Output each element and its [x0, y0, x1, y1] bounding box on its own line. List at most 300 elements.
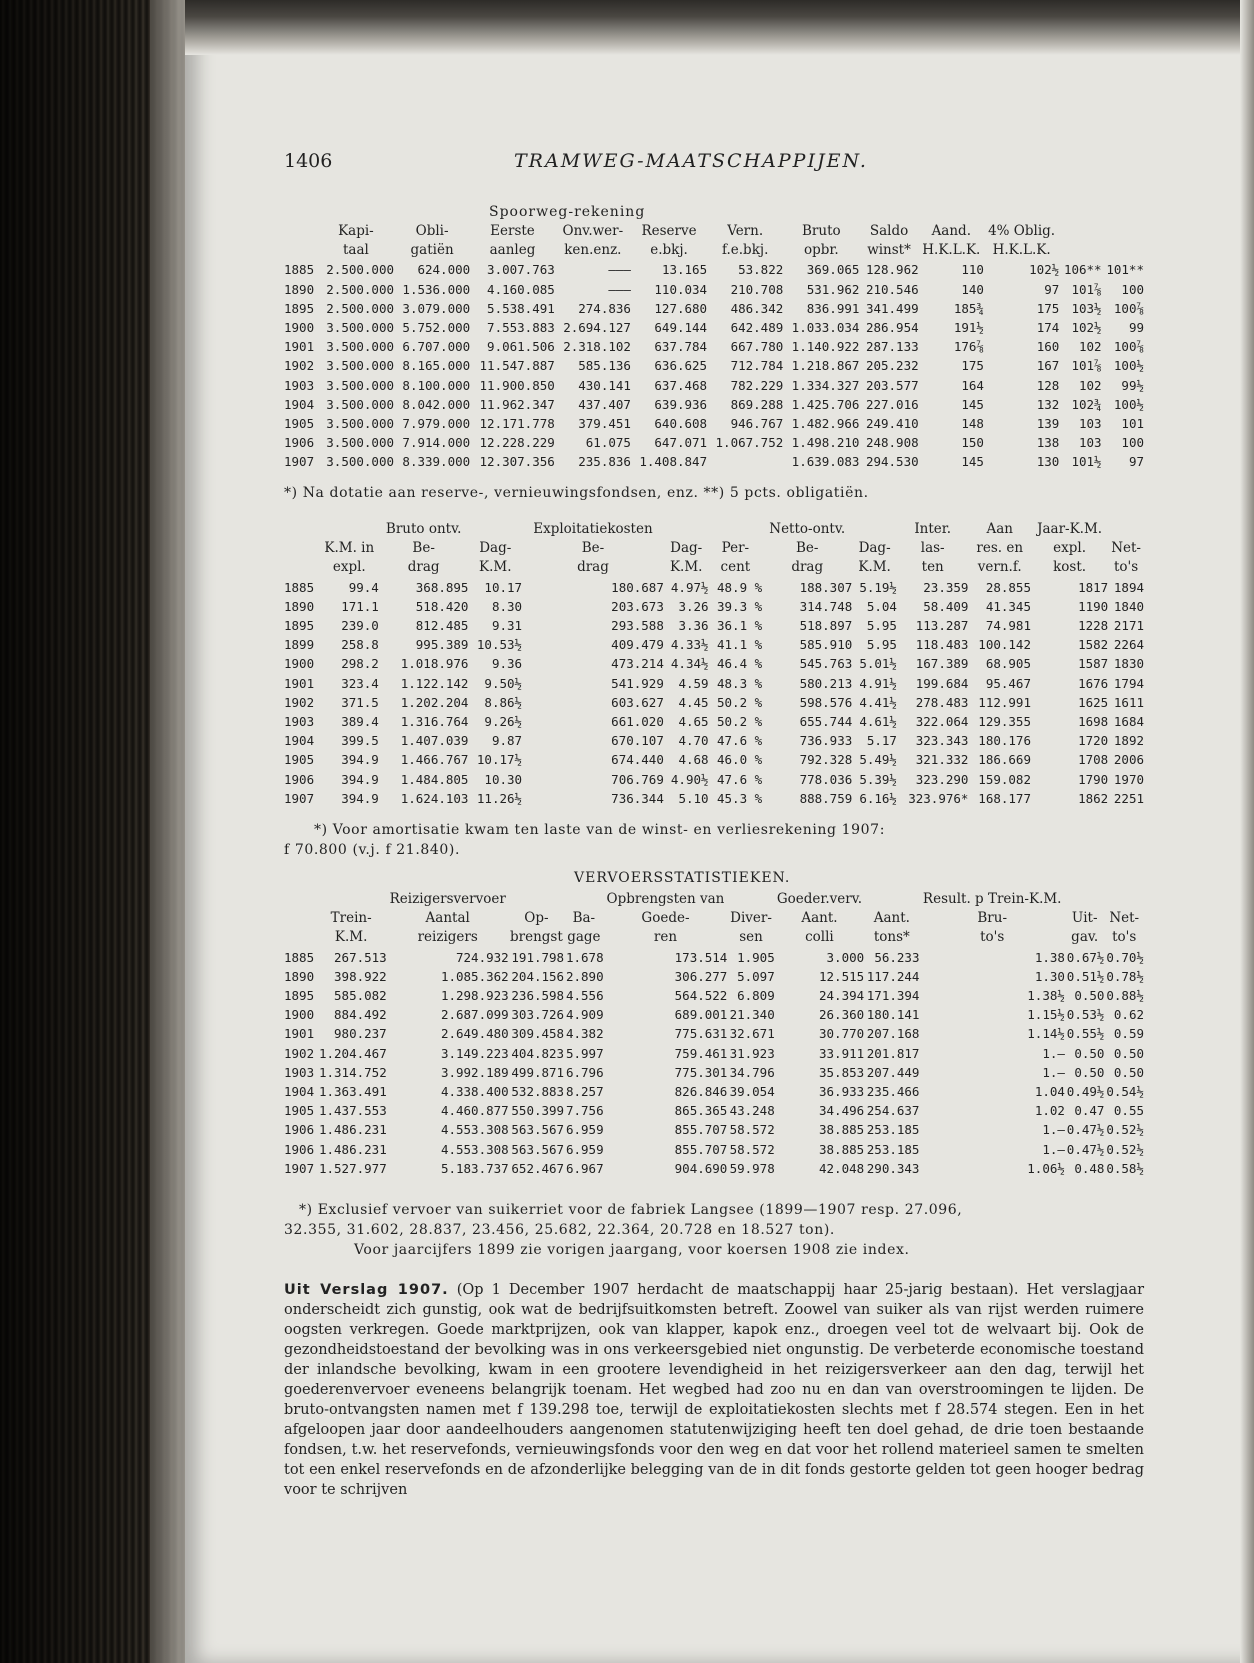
vervoer-value-cell: 0.59	[1113, 1026, 1144, 1042]
exploitatie-value-cell: 1587	[1078, 656, 1109, 672]
spoorweg-value-cell: 235.836	[578, 454, 631, 470]
exploitatie-value-cell: 9.26½	[484, 714, 523, 730]
spoorweg-value-cell: 12.228.229	[479, 435, 555, 451]
vervoer-header-cell: colli	[805, 929, 834, 946]
vervoer-value-cell: 201.817	[866, 1045, 920, 1061]
exploitatie-header-cell: kost.	[1053, 559, 1087, 576]
exploitatie-value-cell: 603.627	[611, 694, 664, 710]
exploitatie-value-cell: 371.5	[341, 694, 379, 710]
spoorweg-value-cell: 637.784	[654, 339, 708, 355]
vervoer-value-cell: 652.467	[511, 1160, 565, 1176]
spoorweg-value-cell: 103	[1079, 435, 1102, 451]
exploitatie-value-cell: 41.1 %	[717, 637, 763, 653]
vervoer-value-cell: 1.02	[1034, 1103, 1065, 1119]
exploitatie-table	[284, 520, 1144, 808]
exploitatie-value-cell: 655.744	[799, 714, 853, 730]
exploitatie-value-cell: 518.420	[415, 598, 469, 614]
vervoer-value-cell: 4.460.877	[440, 1103, 509, 1119]
vervoer-value-cell: 563.567	[511, 1122, 565, 1138]
exploitatie-header-cell: K.M.	[479, 559, 512, 576]
exploitatie-value-cell: 1228	[1078, 618, 1109, 634]
vervoer-value-cell: 8.257	[565, 1084, 604, 1100]
vervoer-value-cell: 43.248	[729, 1103, 775, 1119]
exploitatie-value-cell: 1892	[1113, 733, 1144, 749]
spoorweg-value-cell: 99	[1128, 320, 1144, 336]
exploitatie-row	[284, 616, 1144, 635]
vervoer-value-cell: 39.054	[729, 1084, 775, 1100]
exploitatie-value-cell: 8.86½	[484, 694, 523, 710]
vervoer-value-cell: 0.78½	[1106, 968, 1144, 984]
exploitatie-header-cell	[852, 520, 897, 539]
vervoer-value-cell: 585.082	[334, 988, 387, 1004]
spoorweg-value-cell: 5.752.000	[402, 320, 471, 336]
spoorweg-footnote: *) Na dotatie aan reserve-, vernieuwingsfondsen, enz. **) 5 pcts. obligatiën.	[284, 485, 869, 501]
vervoer-year-cell: 1906	[284, 1122, 315, 1138]
exploitatie-value-cell: 180.687	[611, 579, 664, 595]
vervoer-header-cell	[1104, 890, 1144, 909]
spoorweg-year-cell: 1904	[284, 396, 315, 412]
exploitatie-value-cell: 4.61½	[859, 714, 897, 730]
spoorweg-row	[284, 376, 1144, 395]
vervoer-row	[284, 1120, 1144, 1139]
vervoer-value-cell: 1.14½	[1027, 1026, 1065, 1042]
exploitatie-value-cell: 1.484.805	[400, 771, 469, 787]
spoorweg-value-cell: 1.334.327	[791, 377, 860, 393]
vervoer-value-cell: 35.853	[819, 1064, 865, 1080]
vervoer-row	[284, 1044, 1144, 1063]
vervoer-value-cell: 1.486.231	[318, 1141, 387, 1157]
exploitatie-value-cell: 1708	[1078, 752, 1109, 768]
exploitatie-header-cell: las-	[920, 540, 945, 557]
vervoer-header-cell: Aant.	[801, 910, 838, 927]
spoorweg-title: Spoorweg-rekening	[489, 204, 646, 220]
vervoer-value-cell: 171.394	[866, 988, 920, 1004]
vervoer-year-cell: 1885	[284, 949, 315, 965]
vervoer-value-cell: 0.55½	[1066, 1026, 1105, 1042]
vervoer-value-cell: 207.449	[866, 1064, 920, 1080]
exploitatie-value-cell: 171.1	[341, 598, 379, 614]
vervoer-value-cell: 38.885	[819, 1122, 865, 1138]
spoorweg-value-cell: 1.140.922	[791, 339, 860, 355]
exploitatie-value-cell: 46.4 %	[717, 656, 763, 672]
exploitatie-value-cell: 661.020	[611, 714, 664, 730]
exploitatie-footnote-line-1: *) Voor amortisatie kwam ten laste van de winst- en verliesrekening 1907:	[314, 822, 886, 838]
exploitatie-value-cell: 41.345	[985, 598, 1031, 614]
vervoer-value-cell: 6.959	[565, 1122, 604, 1138]
exploitatie-value-cell: 10.30	[484, 771, 523, 787]
vervoer-year-cell: 1895	[284, 988, 315, 1004]
spoorweg-value-cell: 145	[961, 454, 984, 470]
spoorweg-value-cell: 637.468	[654, 377, 708, 393]
vervoer-value-cell: 0.47½	[1066, 1141, 1105, 1157]
spoorweg-header-cell: Obli-	[415, 223, 449, 239]
exploitatie-row	[284, 712, 1144, 731]
spoorweg-header-cell: 4% Oblig.	[988, 223, 1056, 239]
exploitatie-value-cell: 68.905	[985, 656, 1031, 672]
spoorweg-year-cell: 1885	[284, 262, 315, 278]
spoorweg-value-cell: 3.500.000	[326, 358, 394, 374]
vervoer-value-cell: 0.50	[1113, 1064, 1144, 1080]
spoorweg-value-cell: 437.407	[578, 396, 631, 412]
spoorweg-value-cell: 341.499	[865, 300, 919, 316]
spoorweg-header-cell: Saldo	[869, 223, 909, 239]
spoorweg-value-cell: 148	[961, 416, 984, 432]
exploitatie-value-cell: 118.483	[915, 637, 969, 653]
vervoer-value-cell: 59.978	[729, 1160, 775, 1176]
spoorweg-value-cell: 639.936	[654, 396, 708, 412]
vervoer-value-cell: 306.277	[674, 968, 728, 984]
vervoer-header-cell: gav.	[1071, 929, 1099, 946]
exploitatie-value-cell: 4.45	[678, 694, 709, 710]
exploitatie-value-cell: 409.479	[611, 637, 664, 653]
exploitatie-value-cell: 394.9	[341, 752, 379, 768]
exploitatie-value-cell: 95.467	[985, 675, 1031, 691]
vervoer-value-cell: 855.707	[674, 1122, 728, 1138]
exploitatie-value-cell: 2251	[1113, 790, 1144, 806]
exploitatie-value-cell: 670.107	[611, 733, 664, 749]
exploitatie-value-cell: 1840	[1113, 598, 1144, 614]
spoorweg-value-cell: 624.000	[417, 262, 471, 278]
vervoer-value-cell: 499.871	[511, 1064, 565, 1080]
vervoer-header-row	[284, 928, 1144, 947]
spoorweg-value-cell: 946.767	[730, 416, 784, 432]
spoorweg-value-cell: 642.489	[730, 320, 784, 336]
exploitatie-year-cell: 1904	[284, 733, 315, 749]
spoorweg-value-cell: 100½	[1113, 396, 1144, 412]
spoorweg-header-cell: aanleg	[489, 242, 536, 259]
exploitatie-value-cell: 23.359	[923, 579, 969, 595]
vervoer-value-cell: 563.567	[511, 1141, 565, 1157]
spoorweg-value-cell: 103½	[1071, 300, 1102, 316]
exploitatie-value-cell: 2006	[1113, 752, 1144, 768]
vervoer-header-cell	[864, 890, 919, 909]
spoorweg-value-cell: 164	[961, 377, 984, 393]
exploitatie-value-cell: 1830	[1113, 656, 1144, 672]
spoorweg-value-cell: 160	[1036, 339, 1060, 355]
vervoer-value-cell: 204.156	[511, 968, 565, 984]
vervoer-footnote-line-1: *) Exclusief vervoer van suikerriet voor de fabriek Langsee (1899—1907 resp. 27.096,	[299, 1202, 963, 1218]
exploitatie-value-cell: 792.328	[799, 752, 853, 768]
book-page	[185, 0, 1254, 1663]
report-body: (Op 1 December 1907 herdacht de maatschappij haar 25-jarig bestaan). Het verslagjaar onderscheidt zich gunstig, ook wat de bedrijfsuitkomsten betreft. Zoowel van suiker als van rijst werden ruimere oogsten verkregen. Goede marktprijzen, ook van klapper, kapok enz., droegen veel tot de welvaart bij. Ook de gezondheidstoestand der bevolking was in ons verkeersgebied niet ongunstig. De verbeterde economische toestand der inlandsche bevolking, kwam in een grootere levendigheid in het reizigersverkeer aan den dag, terwijl het goederenvervoer eveneens belangrijk toenam. Het wegbed had zoo nu en dan van overstroomingen te lijden. De bruto-ontvangsten namen met f 139.298 toe, terwijl de exploitatiekosten slechts met f 28.574 stegen. Een in het afgeloopen jaar door aandeelhouders aangenomen statutenwijziging heeft ten doel gehad, de drie toen bestaande fondsen, t.w. het reservefonds, vernieuwingsfonds voor den weg en dat voor het rollend materieel samen te smelten tot een enkel reservefonds en de afzonderlijke belegging van de in dit fonds gestorte gelden tot geen hooger bedrag voor te schrijven	[284, 1282, 1144, 1498]
vervoer-value-cell: 775.301	[674, 1064, 728, 1080]
exploitatie-value-cell: 11.26½	[476, 790, 523, 806]
spoorweg-value-cell: 12.171.778	[479, 416, 555, 432]
spoorweg-value-cell: 2.500.000	[326, 300, 394, 316]
vervoer-year-cell: 1904	[284, 1084, 315, 1100]
vervoer-header-cell: Diver-	[730, 910, 772, 927]
vervoer-value-cell: 550.399	[511, 1103, 565, 1119]
spoorweg-value-cell: 138	[1036, 435, 1060, 451]
exploitatie-value-cell: 10.17½	[476, 752, 523, 768]
exploitatie-value-cell: 4.97½	[670, 579, 709, 595]
spoorweg-value-cell: 12.307.356	[479, 454, 555, 470]
spoorweg-value-cell: 6.707.000	[402, 339, 471, 355]
spoorweg-value-cell: 139	[1036, 416, 1060, 432]
spoorweg-value-cell: 7.553.883	[487, 320, 555, 336]
spoorweg-year-cell: 1890	[284, 281, 315, 297]
exploitatie-value-cell: 1.018.976	[400, 656, 469, 672]
vervoer-value-cell: 36.933	[819, 1084, 865, 1100]
annual-report-text	[284, 1280, 1144, 1500]
spoorweg-value-cell: 106**	[1063, 262, 1102, 278]
vervoer-value-cell: 1.06½	[1027, 1160, 1065, 1176]
spoorweg-value-cell: 100½	[1113, 358, 1144, 374]
exploitatie-header-cell: drag	[577, 559, 609, 576]
exploitatie-header-cell: expl.	[1053, 540, 1086, 557]
exploitatie-value-cell: 1190	[1078, 598, 1109, 614]
exploitatie-value-cell: 389.4	[341, 714, 379, 730]
exploitatie-header-cell: Be-	[795, 540, 819, 557]
vervoer-header-cell: ren	[653, 929, 678, 946]
spoorweg-value-cell: 100⅞	[1113, 300, 1144, 316]
spoorweg-value-cell: 1.425.706	[791, 396, 860, 412]
exploitatie-value-cell: 1.624.103	[400, 790, 469, 806]
vervoer-value-cell: 0.67½	[1066, 949, 1105, 965]
exploitatie-value-cell: 1.407.039	[400, 733, 469, 749]
spoorweg-value-cell: 869.288	[730, 396, 784, 412]
exploitatie-value-cell: 129.355	[978, 714, 1031, 730]
vervoer-value-cell: 4.556	[565, 988, 604, 1004]
exploitatie-header-cell: Netto-ontv.	[769, 521, 846, 537]
exploitatie-value-cell: 321.332	[915, 752, 969, 768]
vervoer-value-cell: 30.770	[819, 1026, 865, 1042]
spoorweg-value-cell: 101⅞	[1071, 281, 1102, 297]
vervoer-value-cell: 1.678	[565, 949, 604, 965]
exploitatie-header-cell: Exploitatiekosten	[533, 521, 653, 537]
spoorweg-value-cell: 3.500.000	[326, 396, 394, 412]
vervoer-value-cell: 6.796	[565, 1064, 604, 1080]
vervoer-value-cell: 290.343	[866, 1160, 920, 1176]
vervoer-value-cell: 235.466	[866, 1084, 920, 1100]
spoorweg-value-cell: 174	[1036, 320, 1060, 336]
exploitatie-header-cell: res. en	[976, 540, 1024, 557]
exploitatie-value-cell: 1794	[1113, 675, 1144, 691]
spoorweg-value-cell: 97	[1044, 281, 1060, 297]
exploitatie-value-cell: 1684	[1113, 714, 1144, 730]
exploitatie-value-cell: 1862	[1078, 790, 1109, 806]
exploitatie-value-cell: 9.31	[491, 618, 523, 634]
exploitatie-value-cell: 58.409	[923, 598, 969, 614]
exploitatie-header-cell: K.M. in	[324, 540, 375, 557]
vervoer-value-cell: 826.846	[674, 1084, 728, 1100]
vervoer-value-cell: 0.88½	[1106, 988, 1144, 1004]
exploitatie-value-cell: 4.70	[678, 733, 709, 749]
exploitatie-row	[284, 770, 1144, 789]
exploitatie-value-cell: 323.290	[915, 771, 969, 787]
spoorweg-header-cell: winst*	[867, 242, 911, 259]
exploitatie-value-cell: 112.991	[978, 694, 1031, 710]
vervoer-value-cell: 775.631	[674, 1026, 728, 1042]
vervoer-value-cell: 404.823	[511, 1045, 565, 1061]
exploitatie-value-cell: 4.65	[678, 714, 709, 730]
spoorweg-value-cell: 369.065	[806, 262, 860, 278]
vervoer-value-cell: 398.922	[334, 968, 387, 984]
spoorweg-value-cell: 430.141	[578, 377, 631, 393]
exploitatie-header-row	[284, 558, 1144, 577]
exploitatie-value-cell: 45.3 %	[717, 790, 763, 806]
exploitatie-value-cell: 5.17	[866, 733, 897, 749]
exploitatie-value-cell: 186.669	[978, 752, 1031, 768]
exploitatie-header-cell	[468, 520, 522, 539]
exploitatie-value-cell: 9.50½	[484, 675, 523, 691]
exploitatie-header-row	[284, 539, 1144, 558]
spoorweg-year-cell: 1906	[284, 435, 315, 451]
exploitatie-value-cell: 199.684	[915, 675, 969, 691]
exploitatie-value-cell: 46.0 %	[717, 752, 763, 768]
spoorweg-header-cell: Eerste	[490, 223, 535, 239]
vervoer-value-cell: 4.338.400	[440, 1084, 509, 1100]
spoorweg-value-cell: 102¾	[1071, 396, 1102, 412]
vervoer-value-cell: 0.49½	[1066, 1084, 1105, 1100]
vervoer-header-cell: Opbrengsten van	[606, 891, 725, 907]
spoorweg-header-cell: Bruto	[802, 223, 841, 239]
spoorweg-table	[284, 222, 1144, 472]
spoorweg-value-cell: 8.042.000	[402, 396, 471, 412]
exploitatie-header-cell: Aan	[986, 521, 1013, 537]
exploitatie-year-cell: 1900	[284, 656, 315, 672]
vervoer-value-cell: 309.458	[511, 1026, 565, 1042]
vervoer-header-cell	[284, 909, 316, 928]
exploitatie-header-cell: K.M.	[669, 559, 703, 576]
spoorweg-value-cell: 5.538.491	[487, 300, 555, 316]
exploitatie-row	[284, 578, 1144, 597]
exploitatie-value-cell: 298.2	[341, 656, 379, 672]
vervoer-value-cell: 1.437.553	[318, 1103, 387, 1119]
vervoer-year-cell: 1900	[284, 1007, 315, 1023]
vervoer-value-cell: 0.53½	[1066, 1007, 1105, 1023]
spoorweg-value-cell: 100	[1121, 435, 1144, 451]
vervoer-value-cell: 759.461	[674, 1045, 728, 1061]
vervoer-value-cell: 2.687.099	[440, 1007, 509, 1023]
exploitatie-header-cell	[284, 558, 320, 577]
exploitatie-header-cell: expl.	[332, 559, 366, 576]
spoorweg-header-row	[284, 241, 1144, 260]
vervoer-value-cell: 1.—	[1042, 1064, 1065, 1080]
exploitatie-header-cell: Per-	[721, 540, 750, 557]
spoorweg-value-cell: 486.342	[730, 300, 784, 316]
vervoer-value-cell: 1.15½	[1027, 1007, 1065, 1023]
spoorweg-year-cell: 1905	[284, 416, 315, 432]
spoorweg-value-cell: 3.007.763	[487, 262, 555, 278]
exploitatie-header-cell: ten	[921, 559, 944, 576]
vervoer-value-cell: 7.756	[565, 1103, 604, 1119]
spoorweg-value-cell: 11.547.887	[479, 358, 555, 374]
spoorweg-value-cell: 101½	[1071, 454, 1102, 470]
exploitatie-header-cell: Be-	[581, 540, 605, 557]
spoorweg-value-cell: 102½	[1029, 262, 1060, 278]
spoorweg-row	[284, 260, 1144, 279]
exploitatie-value-cell: 8.30	[491, 598, 523, 614]
exploitatie-header-cell	[284, 539, 320, 558]
vervoer-value-cell: 24.394	[819, 988, 865, 1004]
vervoer-value-cell: 1.38	[1034, 949, 1065, 965]
spoorweg-value-cell: ———	[608, 262, 631, 278]
spoorweg-row	[284, 356, 1144, 375]
spoorweg-value-cell: 274.836	[578, 300, 631, 316]
exploitatie-value-cell: 3.26	[678, 598, 709, 614]
spoorweg-value-cell: 3.500.000	[326, 339, 394, 355]
vervoer-value-cell: 3.000	[826, 949, 865, 965]
vervoer-value-cell: 1.905	[737, 949, 775, 965]
vervoer-value-cell: 2.649.480	[440, 1026, 509, 1042]
vervoer-header-cell	[509, 890, 564, 909]
vervoer-header-cell: Bru-	[977, 910, 1008, 927]
vervoer-header-row	[284, 909, 1144, 928]
vervoer-header-cell	[564, 890, 604, 909]
vervoer-value-cell: 4.553.308	[440, 1141, 509, 1157]
exploitatie-value-cell: 5.01½	[859, 656, 897, 672]
spoorweg-value-cell: 128.962	[865, 262, 919, 278]
exploitatie-value-cell: 180.176	[978, 733, 1031, 749]
exploitatie-value-cell: 28.855	[985, 579, 1031, 595]
exploitatie-year-cell: 1901	[284, 675, 315, 691]
spoorweg-value-cell: 9.061.506	[487, 339, 555, 355]
vervoer-value-cell: 117.244	[866, 968, 920, 984]
spoorweg-value-cell: 3.500.000	[326, 454, 394, 470]
vervoer-header-cell: Goede-	[641, 910, 690, 927]
exploitatie-value-cell: 100.142	[978, 637, 1031, 653]
spoorweg-value-cell: 3.500.000	[326, 377, 394, 393]
exploitatie-value-cell: 50.2 %	[717, 694, 763, 710]
exploitatie-value-cell: 1970	[1113, 771, 1144, 787]
spoorweg-value-cell: 287.133	[865, 339, 919, 355]
spoorweg-header-cell: ken.enz.	[564, 242, 622, 259]
exploitatie-value-cell: 394.9	[341, 771, 379, 787]
vervoer-value-cell: 4.382	[565, 1026, 604, 1042]
vervoer-value-cell: 303.726	[511, 1007, 565, 1023]
vervoer-value-cell: 884.492	[334, 1007, 387, 1023]
vervoer-table	[284, 890, 1144, 1178]
running-title: TRAMWEG-MAATSCHAPPIJEN.	[514, 150, 868, 172]
vervoer-row	[284, 1082, 1144, 1101]
spoorweg-value-cell: 248.908	[865, 435, 919, 451]
vervoer-footnote-line-2: 32.355, 31.602, 28.837, 23.456, 25.682, 22.364, 20.728 en 18.527 ton).	[284, 1222, 835, 1238]
spoorweg-value-cell: 11.962.347	[479, 396, 555, 412]
vervoer-row	[284, 967, 1144, 986]
exploitatie-value-cell: 5.95	[866, 637, 897, 653]
spoorweg-value-cell: 99½	[1121, 377, 1144, 393]
vervoer-value-cell: 34.796	[729, 1064, 775, 1080]
spoorweg-row	[284, 414, 1144, 433]
vervoer-value-cell: 5.097	[737, 968, 775, 984]
exploitatie-value-cell: 322.064	[915, 714, 969, 730]
vervoer-value-cell: 6.809	[737, 988, 775, 1004]
spoorweg-value-cell: 185¾	[953, 300, 984, 316]
vervoer-value-cell: 1.30	[1034, 968, 1065, 984]
exploitatie-value-cell: 10.53½	[476, 637, 523, 653]
vervoer-value-cell: 904.690	[674, 1160, 728, 1176]
spoorweg-header-row	[284, 222, 1144, 241]
vervoer-value-cell: 38.885	[819, 1141, 865, 1157]
exploitatie-value-cell: 1.316.764	[400, 714, 469, 730]
vervoer-value-cell: 2.890	[565, 968, 604, 984]
exploitatie-header-cell	[664, 520, 709, 539]
exploitatie-value-cell: 9.87	[491, 733, 523, 749]
exploitatie-value-cell: 168.177	[978, 790, 1031, 806]
spoorweg-value-cell: 649.144	[654, 320, 708, 336]
exploitatie-row	[284, 789, 1144, 808]
vervoer-value-cell: 21.340	[729, 1007, 775, 1023]
exploitatie-value-cell: 598.576	[799, 694, 853, 710]
vervoer-year-cell: 1890	[284, 968, 315, 984]
exploitatie-header-cell: cent	[720, 559, 751, 576]
vervoer-value-cell: 0.47½	[1066, 1122, 1105, 1138]
exploitatie-value-cell: 5.39½	[859, 771, 897, 787]
spoorweg-value-cell: 127.680	[654, 300, 708, 316]
vervoer-value-cell: 1.38½	[1027, 988, 1065, 1004]
vervoer-value-cell: 1.—	[1042, 1122, 1065, 1138]
